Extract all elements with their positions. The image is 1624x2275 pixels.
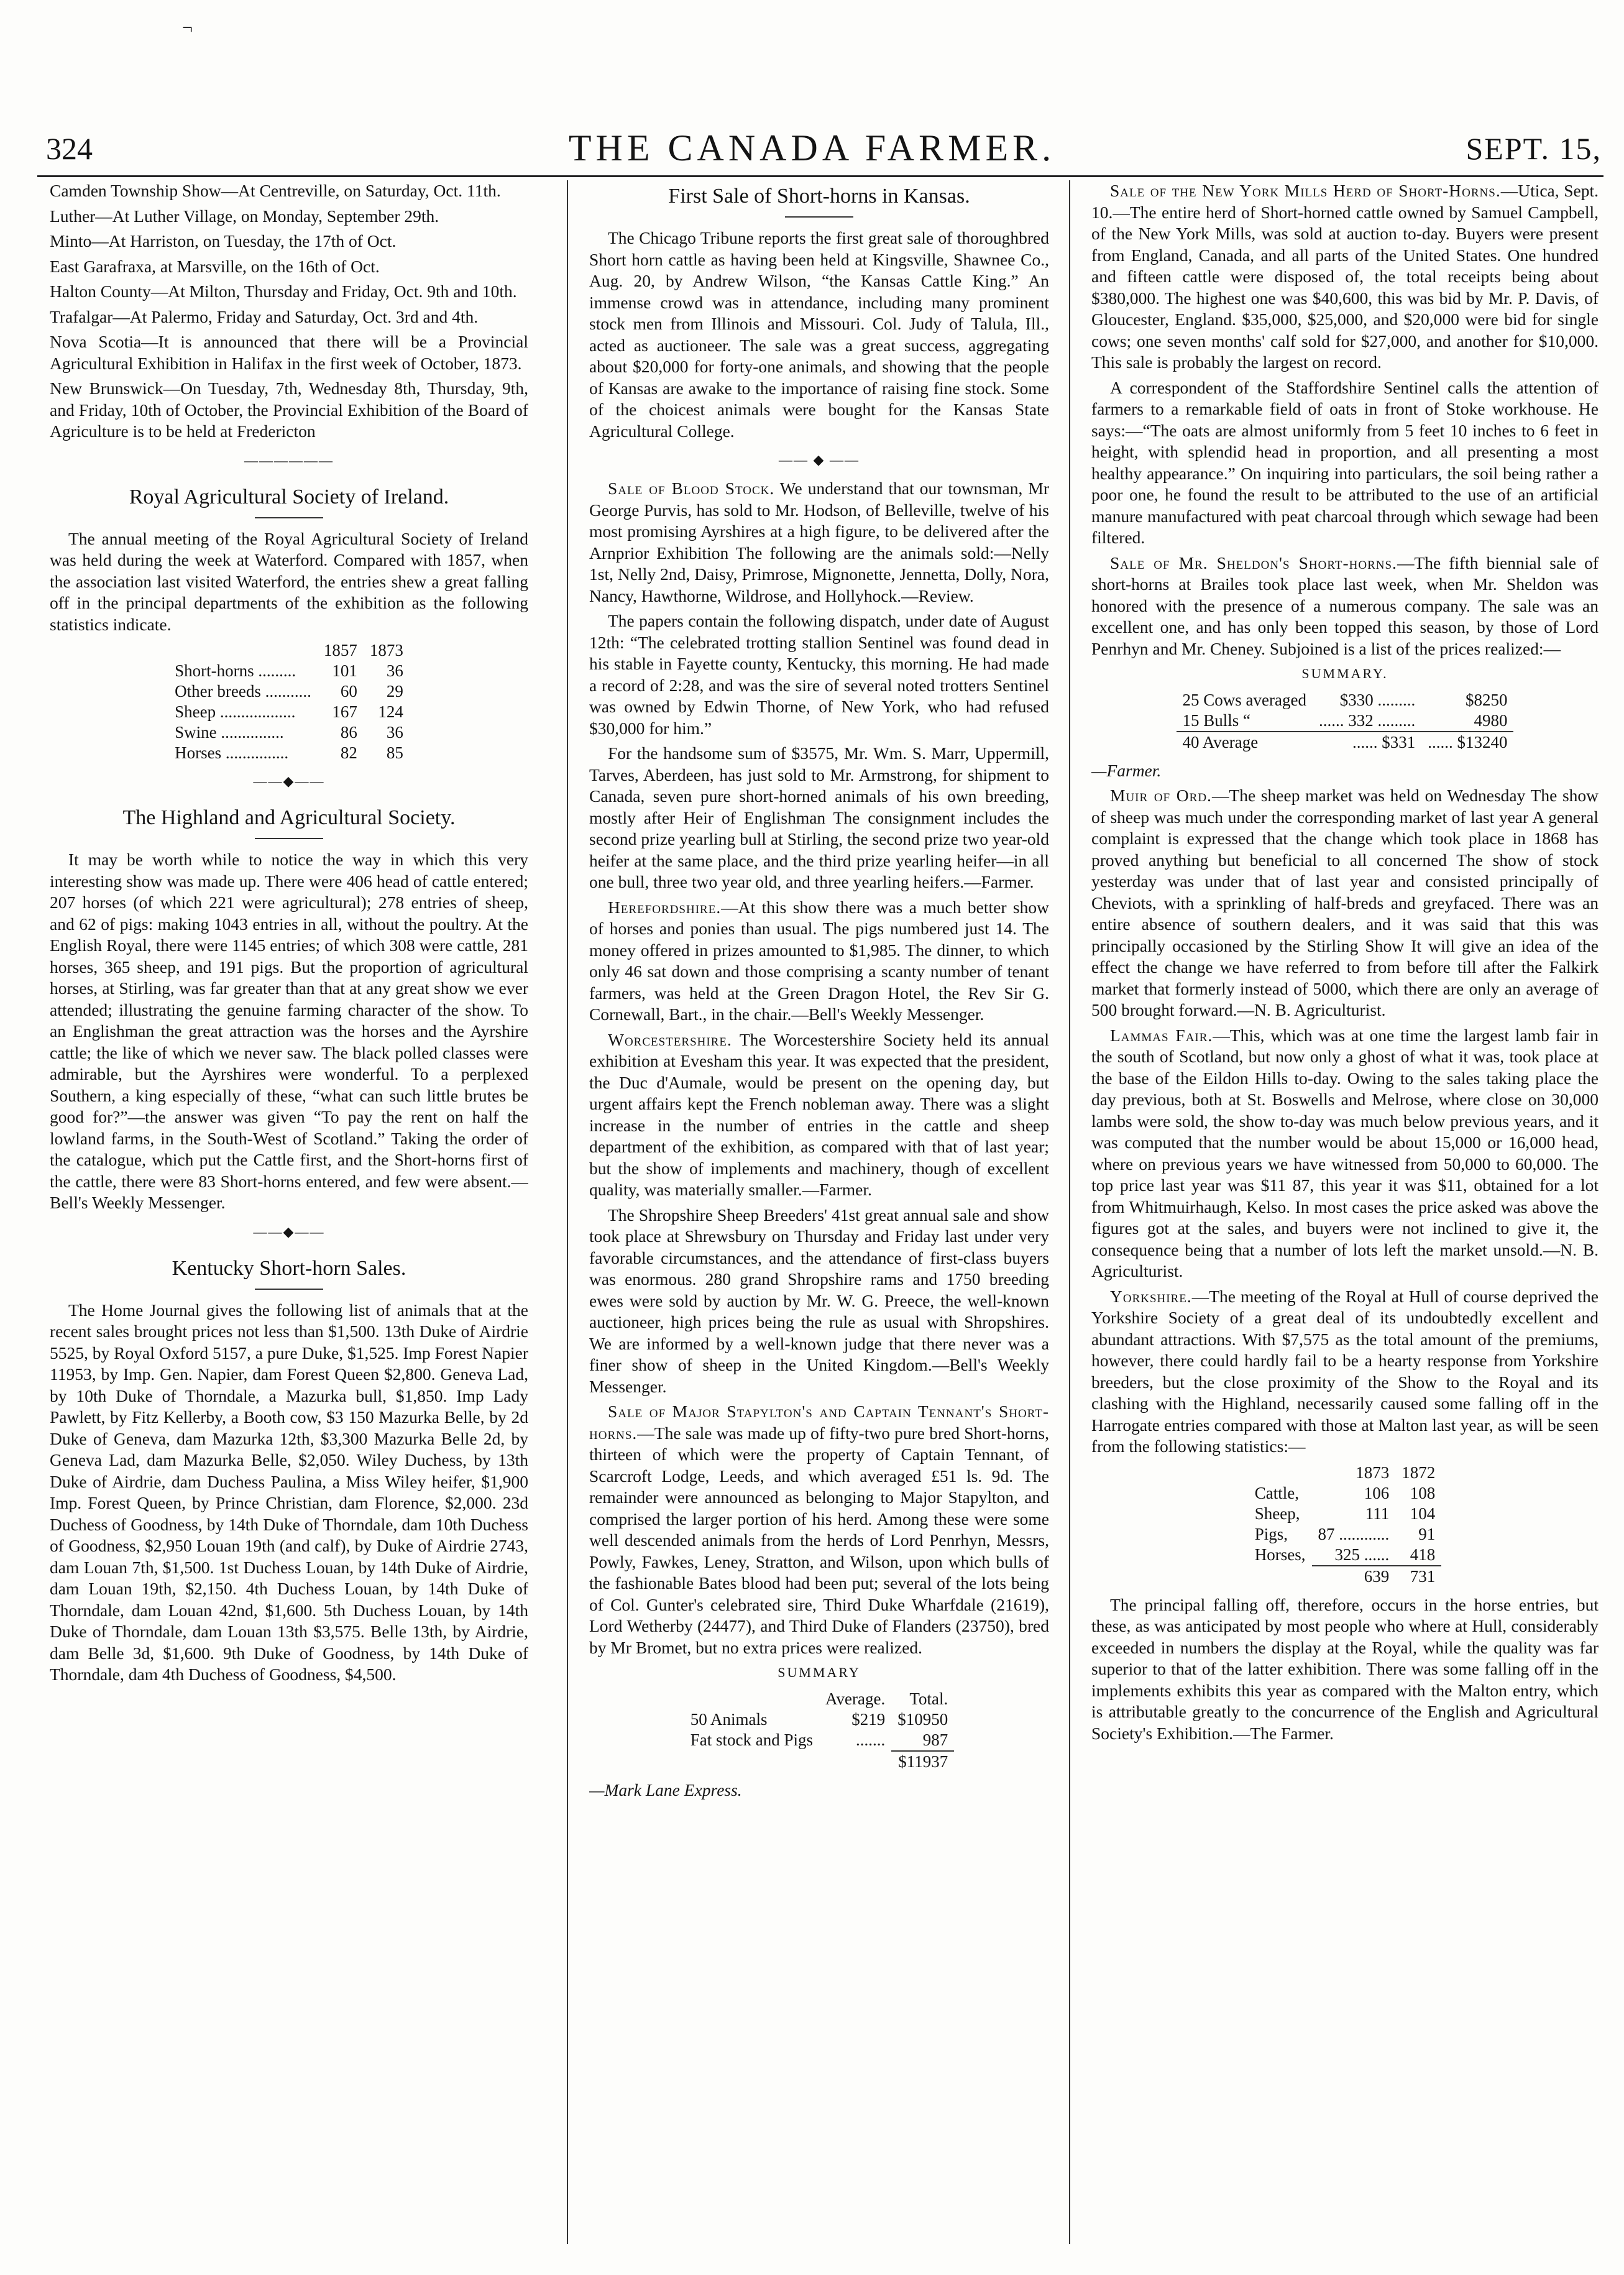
article-body [589, 897, 1049, 1026]
fair-notice: Nova Scotia—It is announced that there will be a Provincial Agricultural Exhibition in Halifax in the first week of October, 1873. [50, 332, 528, 373]
row-label: Swine ............... [175, 723, 284, 742]
table-row [684, 1730, 954, 1751]
cell: 4980 [1474, 710, 1508, 730]
item-head: Sale of Blood Stock. [608, 479, 775, 498]
column-3 [1091, 180, 1599, 2250]
cell: ...... 332 ......... [1318, 710, 1416, 730]
title-rule [255, 838, 323, 839]
article-body: The Shropshire Sheep Breeders' 41st great annual sale and show took place at Shrewsbury on Thursday and Friday last under very favorable circumstances, and the attendance of first-class buyers was enormous. 280 grand Shropshire rams and 1750 breeding ewes were sold by auction by Mr. W. G. Preece, the well-known auctioneer, high prices being the rule as usual with Shropshires. We are informed by a well-known judge that there never was a finer show of sheep in the United Kingdom.—Bell's Weekly Messenger. [589, 1205, 1049, 1396]
article-body: The annual meeting of the Royal Agricultural Society of Ireland was held during the week at Waterford. Compared with 1857, when the association last visited Waterford, the entries shew a great falling off in the principal departments of the exhibition as the following statistics indicate. [50, 528, 528, 634]
row-label: 50 Animals [690, 1709, 768, 1729]
item-text: —The sale was made up of fifty-two pure bred Short-horns, thirteen of which were the property of Captain Tennant, of Scarcroft Lodge, Leeds, and which averaged £51 ls. 9d. The remainder were announced as belonging to Major Stapylton, and comprised the larger portion of his herd. Among these were some well descended animals from the herds of Lord Penrhyn, Messrs, Powly, Fawkes, Leney, Stratton, and Wilson, upon which bulls of the fashionable Bates blood had been put; several of the lots being of Col. Gunter's celebrated sire, Third Duke Wharfdale (21619), Lord Wetherby (24477), and Third Duke of Flanders (23750), bred by Mr Bromet, but no extra prices were realized. [589, 1423, 1049, 1657]
item-head: Muir of Ord. [1110, 786, 1212, 805]
cell: ....... [855, 1730, 886, 1749]
fair-notice: Luther—At Luther Village, on Monday, September 29th. [50, 206, 439, 226]
article-body: A correspondent of the Staffordshire Sentinel calls the attention of farmers to a remarkable field of oats in front of Stoke workhouse. He says:—“The oats are almost uniformly from 5 feet 10 inches to 6 feet in height, with splendid head in proportion, and all presenting a most healthy appearance.” On inquiring into particulars, the soil being rather a poor one, he found the result to be attributed to the use of an artificial manure manufactured with peat charcoal through which sewage had been filtered. [1091, 377, 1599, 547]
article-body [1091, 1025, 1599, 1282]
year-header: 1873 [1356, 1463, 1390, 1482]
row-label: Short-horns ......... [175, 661, 296, 680]
item-text: —At this show there was a much better show of horses and ponies than usual. The pigs numbered just 14. The money offered in prizes amounted to $1,985. The dinner, to which only 46 sat down and those comprising a scanty number of tenant farmers, was held at the Green Dragon Hotel, the Rev Sir G. Cornewall, Bart., in the chair.—Bell's Weekly Messenger. [589, 897, 1049, 1024]
fair-notice: Trafalgar—At Palermo, Friday and Saturday, Oct. 3rd and 4th. [50, 306, 479, 326]
grand-total: $11937 [891, 1751, 954, 1772]
item-text: —Utica, Sept. 10.—The entire herd of Short-horned cattle owned by Samuel Campbell, of the New York Mills, was sold at auction to-day. Buyers were present from England, Canada, and all parts of the United States. One hundred and fifteen cattle were disposed of, the total receipts being about $380,000. The highest one was $40,600, this was bid by Mr. P. Davis, of Gloucester, England. $35,000, $25,000, and $20,000 were bid for single cows; one seven months' calf sold for $27,000, and another for $10,000. This sale is probably the largest on record. [1091, 181, 1599, 372]
cell: ...... $331 [1313, 732, 1421, 753]
year-header: 1872 [1402, 1463, 1436, 1482]
table-row [168, 681, 410, 702]
cell: 106 [1364, 1483, 1390, 1502]
cell: 29 [386, 682, 403, 701]
table-row [168, 722, 410, 743]
article-body [1091, 1286, 1599, 1458]
article-body [1091, 785, 1599, 1021]
yorkshire-stats-table [1249, 1463, 1442, 1587]
row-label: Horses ............... [175, 743, 289, 762]
fair-notice: Minto—At Harriston, on Tuesday, the 17th of Oct. [50, 231, 397, 250]
total-cell: 639 [1312, 1566, 1396, 1587]
row-label: Other breeds ........... [175, 682, 311, 701]
cell: 101 [332, 661, 357, 680]
article-body: The principal falling off, therefore, occurs in the horse entries, but these, as was anticipated by most people who where at Hull, considerably exceeded in numbers the display at the Royal, while the quality was far superior to that of the latter exhibition. There was some falling off in the implements exhibits this year as compared with the Malton entry, which is attributable greatly to the concurrence of the English and Agricultural Society's Exhibition.—The Farmer. [1091, 1594, 1599, 1743]
cell: $8250 [1465, 690, 1508, 709]
article-body: The Home Journal gives the following list of animals that at the recent sales brought prices not less than $1,500. 13th Duke of Airdrie 5525, by Royal Oxford 5157, a pure Duke, $1,525. Imp Forest Napier 11953, by Imp. Gen. Napier, dam Forest Queen $2,800. Geneva Lad, by 10th Duke of Thorndale, a Mazurka bull, $1,850. Imp Lady Pawlett, by Fitz Kellerby, a Booth cow, $3 150 Mazurka Belle, by 2d Duke of Geneva, dam Mazurka 12th, $3,300 Mazurka Belle 2d, by Geneva Lad, dam Mazurka Belle, $2,050. Wiley Duchess, by 13th Duke of Airdrie, dam Duchess Paulina, a Miss Wiley heifer, $1,900 Imp. Forest Queen, by Prince Christian, dam Florence, $2,000. 23d Duchess of Goodness, by 14th Duke of Thorndale, dam 10th Duchess of Goodness, $2,950 Louan 19th (and calf), by Duke of Airdrie 2743, dam Louan 7th, $1,500. 1st Duchess Louan, by 14th Duke of Airdrie, dam Louan 19th, $2,150. 4th Duchess Louan, by 14th Duke of Thorndale, dam Louan 42nd, $1,600. 5th Duchess Louan, by 14th Duke of Thorndale, dam Louan 13th $3,575. Belle 13th, by Airdrie, dam Belle 3d, $1,600. 9th Duke of Goodness, by 14th Duke of Thorndale, dam 4th Duchess of Goodness, $4,500. [50, 1300, 528, 1684]
row-label: Fat stock and Pigs [690, 1730, 814, 1749]
year-header: 1873 [369, 641, 403, 660]
column-divider [1069, 180, 1070, 2244]
column-divider [567, 180, 568, 2244]
article-body [1091, 553, 1599, 660]
year-header: 1857 [323, 641, 357, 660]
fair-notice: East Garafraxa, at Marsville, on the 16th of Oct. [50, 256, 380, 276]
item-head: Sale of the New York Mills Herd of Short-Horns. [1110, 181, 1501, 200]
cell: 82 [340, 743, 357, 762]
sheldon-summary-table [1177, 690, 1514, 753]
section-divider: ——◆—— [253, 1223, 325, 1239]
corner-mark: ¬ [182, 17, 193, 38]
article-body: For the handsome sum of $3575, Mr. Wm. S. Marr, Uppermill, Tarves, Aberdeen, has just sold to Mr. Armstrong, for shipment to Canada, seven pure short-horned animals of his own breeding, mostly after Heir of Englishman The consignment includes the second prize yearling bull at Stirling, the second prize two year-old heifer at the same place, and the third prize yearling heifer—in all one bull, three two year old, and three yearling heifers.—Farmer. [589, 743, 1049, 891]
cell: $219 [851, 1709, 886, 1729]
page-number: 324 [46, 131, 93, 166]
table-row [1249, 1483, 1442, 1504]
cell: $330 ......... [1339, 690, 1416, 709]
section-divider: ——◆—— [253, 773, 325, 789]
fair-notice: Halton County—At Milton, Thursday and Friday, Oct. 9th and 10th. [50, 282, 517, 301]
article-body [589, 478, 1049, 607]
cell: 87 ............ [1318, 1524, 1390, 1543]
total-cell: 731 [1395, 1566, 1441, 1587]
stapylton-summary-table [684, 1689, 954, 1772]
column-header: Average. [825, 1689, 886, 1708]
table-row [1177, 732, 1514, 753]
column-2 [589, 180, 1049, 2250]
article-body [589, 1401, 1049, 1658]
article-title: The Highland and Agricultural Society. [122, 806, 456, 829]
cell: 167 [332, 702, 357, 721]
cell: 987 [922, 1730, 948, 1749]
row-label: Pigs, [1254, 1524, 1288, 1543]
cell: $10950 [897, 1709, 948, 1729]
summary-heading: SUMMARY [778, 1665, 861, 1680]
title-rule [785, 216, 853, 218]
cell: 36 [386, 723, 403, 742]
title-rule [255, 1289, 323, 1290]
cell: 36 [386, 661, 403, 680]
fair-notice: Camden Township Show—At Centreville, on Saturday, Oct. 11th. [50, 181, 501, 200]
row-label: Cattle, [1254, 1483, 1299, 1502]
item-head: Worcestershire. [608, 1029, 732, 1049]
column-header: Total. [909, 1689, 948, 1708]
fair-notice: New Brunswick—On Tuesday, 7th, Wednesday 8th, Thursday, 9th, and Friday, 10th of October, the Provincial Exhibition of the Board of Agriculture is to be held at Fredericton [50, 379, 528, 441]
item-head: Herefordshire. [608, 897, 722, 917]
source-credit: —Mark Lane Express. [589, 1780, 742, 1799]
cell: 60 [340, 682, 357, 701]
item-head: Sale of Mr. Sheldon's Short-horns. [1110, 553, 1397, 572]
article-title: Royal Agricultural Society of Ireland. [129, 485, 449, 508]
item-text: —The sheep market was held on Wednesday The show of sheep was much under the corresponding market of last year A general complaint is expressed that the change which took place in 1868 has proved anything but beneficial to all concerned The show of stock yesterday was under that of last year and consisted principally of Cheviots, with a sprinkling of half-breds and greyfaced. There was an entire absence of southern dealers, and it was said that this was principally occasioned by the Stirling Show It will give an idea of the effect the change we have referred to from before till after the Falkirk market that formerly instead of 5000, which there are only an average of 500 brought forward.—N. B. Agriculturist. [1091, 786, 1599, 1019]
article-body [1091, 180, 1599, 374]
article-body: It may be worth while to notice the way in which this very interesting show was made up. There were 406 head of cattle entered; 207 horses (of which 221 were agricultural); 278 entries of sheep, and 62 of pigs: making 1043 entries in all, without the poultry. At the English Royal, there were 1145 entries; of which 308 were cattle, 281 horses, 365 sheep, and 191 pigs. But the proportion of agricultural horses, at Stirling, was far greater than that at any great show we ever attended; illustrating the genuine farming character of the show. To an Englishman the great attraction was the horses and the Ayrshire cattle; the like of which we never saw. The black polled classes were admirable, but the Ayrshires were wonderful. To a perplexed Southern, a king especially of these, “what can such little brutes be good for?”—the answer was given “To pay the rent on half the lowland farms, in the South-West of Scotland.” Taking the order of the catalogue, which put the Cattle first, and the Short-horns first of the cattle, there were 83 Short-horns entered, and few were absent.—Bell's Weekly Messenger. [50, 850, 528, 1212]
item-head: Sale of Major Stapylton's and Captain Tennant's Short-horns. [589, 1402, 1049, 1443]
ireland-stats-table [168, 640, 410, 763]
table-row [1249, 1524, 1442, 1545]
cell: 85 [386, 743, 403, 762]
row-label: 15 Bulls “ [1182, 710, 1251, 730]
article-body: The papers contain the following dispatch, under date of August 12th: “The celebrated trotting stallion Sentinel was found dead in his stable in Fayette county, Kentucky, this morning. He had made a record of 2:28, and was the sire of several noted trotters Sentinel was owned by Edwin Thorne, of New York, who had refused $30,000 for him.” [589, 611, 1049, 738]
issue-date: SEPT. 15, [1466, 131, 1602, 166]
cell: 111 [1365, 1504, 1390, 1523]
item-head: Lammas Fair. [1110, 1025, 1213, 1045]
summary-heading: SUMMARY. [1301, 666, 1388, 681]
section-divider: —— ◆ —— [779, 452, 860, 467]
cell: ...... $13240 [1421, 732, 1513, 753]
table-row [1249, 1504, 1442, 1524]
table-row [684, 1709, 954, 1730]
item-text: —This, which was at one time the largest lamb fair in the south of Scotland, but now only a ghost of what it was, took place at the base of the Eildon Hills to-day. Owing to the sales taking place the day previous, both at St. Boswells and Melrose, where close on 30,000 lambs were sold, the show to-day was much below previous years, and it was computed that the number would be about 15,000 or 16,000 head, where on previous years we have witnessed from 50,000 to 60,000. The top price last year was $11 87, this year it was $11, obtained for a lot from Whitmuirhaugh, Kelso. In most cases the price asked was above the figures got at the sales, and buyers were not inclined to give it, the consequence being that a number of lots left the market unsold.—N. B. Agriculturist. [1091, 1025, 1599, 1280]
article-title: Kentucky Short-horn Sales. [172, 1256, 406, 1280]
cell: 108 [1410, 1483, 1436, 1502]
cell: 86 [340, 723, 357, 742]
article-title: First Sale of Short-horns in Kansas. [668, 185, 970, 208]
table-row [168, 702, 410, 722]
cell: 91 [1418, 1524, 1436, 1543]
row-label: 25 Cows averaged [1182, 690, 1306, 709]
table-row [1177, 710, 1514, 732]
header-rule [37, 175, 1603, 177]
table-row [1249, 1545, 1442, 1566]
column-1 [50, 180, 528, 2250]
cell: 418 [1410, 1545, 1436, 1564]
cell: 124 [378, 702, 403, 721]
row-label: Horses, [1254, 1545, 1306, 1564]
source-credit: —Farmer. [1091, 760, 1162, 780]
row-label: Sheep .................. [175, 702, 296, 721]
article-body: The Chicago Tribune reports the first great sale of thoroughbred Short horn cattle as having been held at Kingsville, Shawnee Co., Aug. 20, by Andrew Wilson, “the Kansas Cattle King.” An immense crowd was in attendance, including many prominent stock men from Illinois and Missouri. Col. Judy of Talula, Ill., acted as auctioneer. The sale was a great success, aggregating about $20,000 for forty-one animals, and showing that the people of Kansas are awake to the importance of raising fine stock. Some of the choicest animals were bought for the Kansas State Agricultural College. [589, 228, 1049, 441]
cell: 104 [1410, 1504, 1436, 1523]
row-label: 40 Average [1177, 732, 1313, 753]
table-row [168, 661, 410, 681]
masthead: THE CANADA FARMER. [568, 127, 1056, 168]
item-text: We understand that our townsman, Mr George Purvis, has sold to Mr. Hodson, of Belleville, twelve of his most promising Ayrshires at a high figure, to be delivered after the Arnprior Exhibition The following are the animals sold:—Nelly 1st, Nelly 2nd, Daisy, Primrose, Mignonette, Jennetta, Dolly, Nora, Nancy, Hawthorne, Wildrose, and Hollyhock.—Review. [589, 479, 1049, 605]
item-text: —The meeting of the Royal at Hull of course deprived the Yorkshire Society of a great deal of its undoubtedly excellent and abundant attractions. With $7,575 as the total amount of the premiums, however, there could hardly fail to be a hearty response from Yorkshire breeders, but the close proximity of the Show to the Royal and its clashing with the Highland, necessarily caused some falling off in the Harrogate entries compared with those at Malton last year, as will be seen from the following statistics:— [1091, 1286, 1599, 1456]
title-rule [255, 517, 323, 518]
item-text: The Worcestershire Society held its annual exhibition at Evesham this year. It was expected that the president, the Duc d'Aumale, would be present on the opening day, but urgent affairs kept the French nobleman away. There was a slight increase in the number of entries in the cattle and sheep department of the exhibition, as compared with that of last year; but the show of implements and machinery, though of excellent quality, was materially smaller.—Farmer. [589, 1029, 1049, 1199]
table-row [1177, 690, 1514, 710]
row-label: Sheep, [1254, 1504, 1300, 1523]
article-body [589, 1029, 1049, 1201]
item-head: Yorkshire. [1110, 1286, 1192, 1306]
cell: 325 ...... [1334, 1545, 1390, 1564]
section-divider: —————— [244, 452, 334, 468]
item-text: —The fifth biennial sale of short-horns at Brailes took place last week, when Mr. Sheldon was honored with the presence of a numerous company. The sale was an excellent one, and has only been topped this season, by those of Lord Penrhyn and Mr. Cheney. Subjoined is a list of the prices realized:— [1091, 553, 1599, 658]
table-row [168, 743, 410, 763]
